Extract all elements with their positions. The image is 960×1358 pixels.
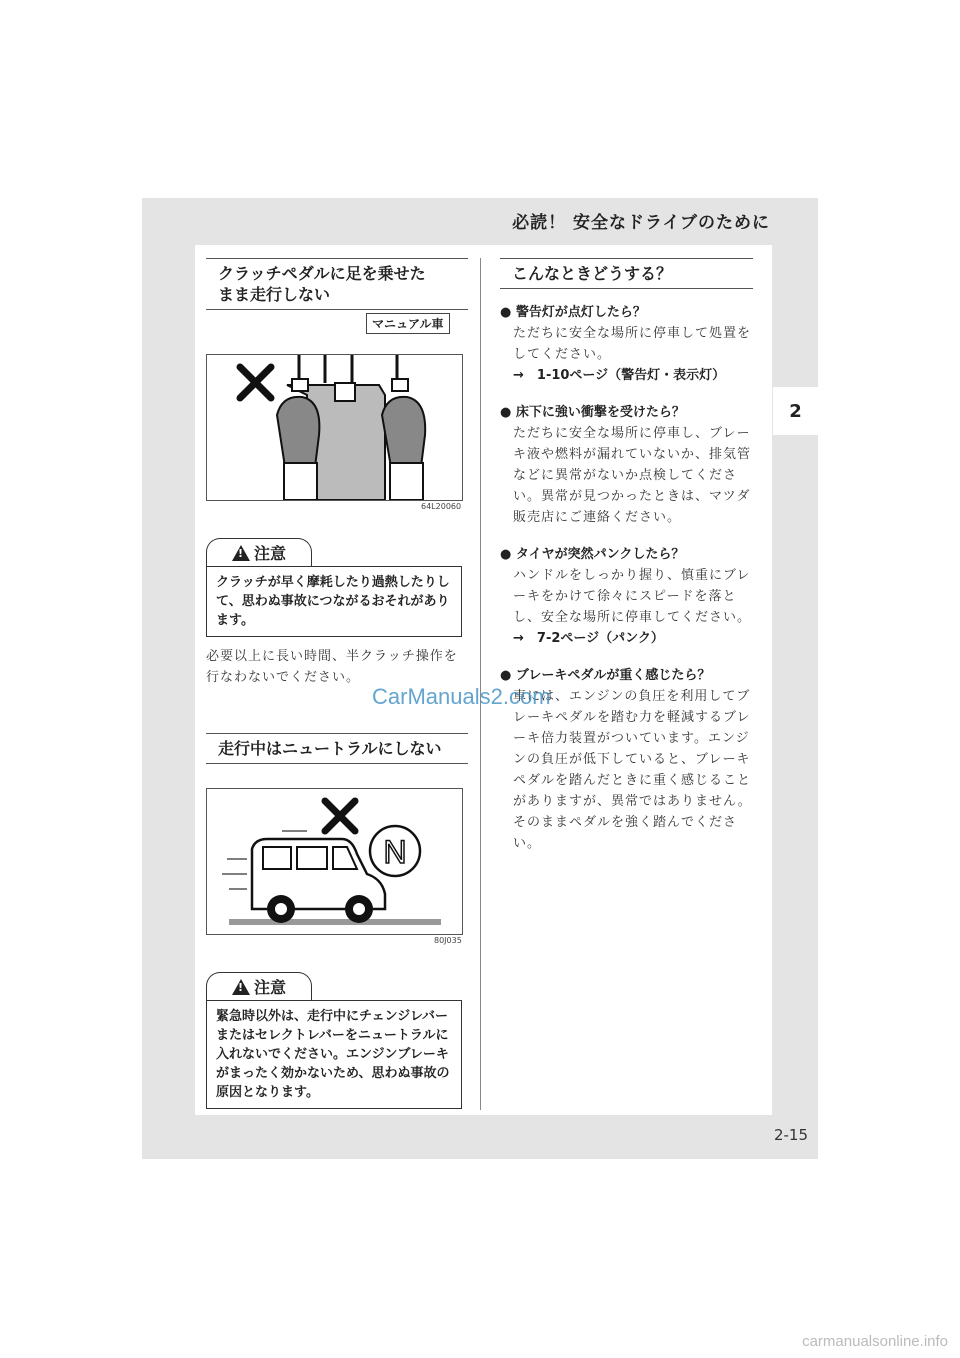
- section-heading-neutral: 走行中はニュートラルにしない: [206, 733, 468, 764]
- list-item: [500, 544, 758, 649]
- item-title: ● 警告灯が点灯したら？: [500, 305, 646, 320]
- right-shoe-icon: [382, 397, 425, 500]
- heading-line: まま走行しない: [218, 285, 331, 304]
- item-body: ただちに安全な場所に停車して処置をしてください。: [513, 326, 752, 362]
- body-text-clutch: 必要以上に長い時間、半クラッチ操作を行なわないでください。: [206, 649, 458, 685]
- heading-line: クラッチペダルに足を乗せた: [218, 264, 426, 283]
- caution-text: クラッチが早く摩耗したり過熱したりして、思わぬ事故につながるおそれがあります。: [206, 566, 462, 637]
- cross-mark-icon: [325, 801, 355, 831]
- emergency-list: [500, 302, 758, 854]
- caution-label-text: 注意: [253, 544, 286, 563]
- caution-label: [206, 538, 312, 566]
- page-right-band: [772, 245, 818, 1115]
- caution-box-neutral: [206, 972, 462, 1109]
- chapter-tab: 2: [773, 387, 818, 435]
- item-body: 車には、エンジンの負圧を利用してブレーキペダルを踏む力を軽減するブレーキ倍力装置がついています。エンジンの負圧が低下していると、ブレーキペダルを踏んだときに重く感じることがありますが、異常ではありません。そのままペダルを強く踏んでください。: [513, 689, 752, 851]
- car-drawing: [207, 789, 462, 934]
- section-heading-clutch: [206, 258, 468, 310]
- item-ref: → 1-10ページ（警告灯・表示灯）: [513, 368, 726, 383]
- watermark: CarManuals2.com: [372, 684, 551, 709]
- clutch-pedal-illustration: [206, 354, 463, 501]
- item-title: ● ブレーキペダルが重く感じたら？: [500, 668, 711, 683]
- warning-triangle-icon: [232, 979, 250, 995]
- caution-label-text: 注意: [253, 978, 286, 997]
- figure-code: 80J035: [434, 936, 462, 945]
- cross-mark-icon: [240, 367, 271, 398]
- warning-triangle-icon: [232, 545, 250, 561]
- caution-label: [206, 972, 312, 1000]
- figure-code: 64L20060: [421, 502, 462, 511]
- footer-watermark: carmanualsonline.info: [802, 1333, 948, 1350]
- item-body: ハンドルをしっかり握り、慎重にブレーキをかけて徐々にスピードを落とし、安全な場所に停車してください。: [513, 568, 752, 625]
- manual-car-tag: マニュアル車: [366, 313, 450, 334]
- left-shoe-icon: [277, 397, 319, 500]
- pedal-drawing: [207, 355, 462, 500]
- car-icon: [252, 839, 385, 923]
- section-heading-emergency: こんなときどうする？: [500, 258, 753, 289]
- list-item: [500, 302, 758, 386]
- item-title: ● 床下に強い衝撃を受けたら？: [500, 405, 685, 420]
- chapter-title: 必読！ 安全なドライブのために: [512, 213, 770, 233]
- item-ref: → 7-2ページ（パンク）: [513, 631, 664, 646]
- page-number: 2-15: [773, 1126, 808, 1144]
- neutral-letter: N: [383, 834, 407, 870]
- caution-box-clutch: [206, 538, 462, 637]
- caution-text: 緊急時以外は、走行中にチェンジレバーまたはセレクトレバーをニュートラルに入れないでください。エンジンブレーキがまったく効かないため、思わぬ事故の原因となります。: [206, 1000, 462, 1109]
- item-title: ● タイヤが突然パンクしたら？: [500, 547, 685, 562]
- neutral-driving-illustration: [206, 788, 463, 935]
- item-body: ただちに安全な場所に停車し、ブレーキ液や燃料が漏れていないか、排気管などに異常がないか点検してください。異常が見つかったときは、マツダ販売店にご連絡ください。: [513, 426, 752, 525]
- page-footer-band: [142, 1115, 818, 1159]
- list-item: [500, 402, 758, 528]
- page-left-band: [142, 245, 195, 1115]
